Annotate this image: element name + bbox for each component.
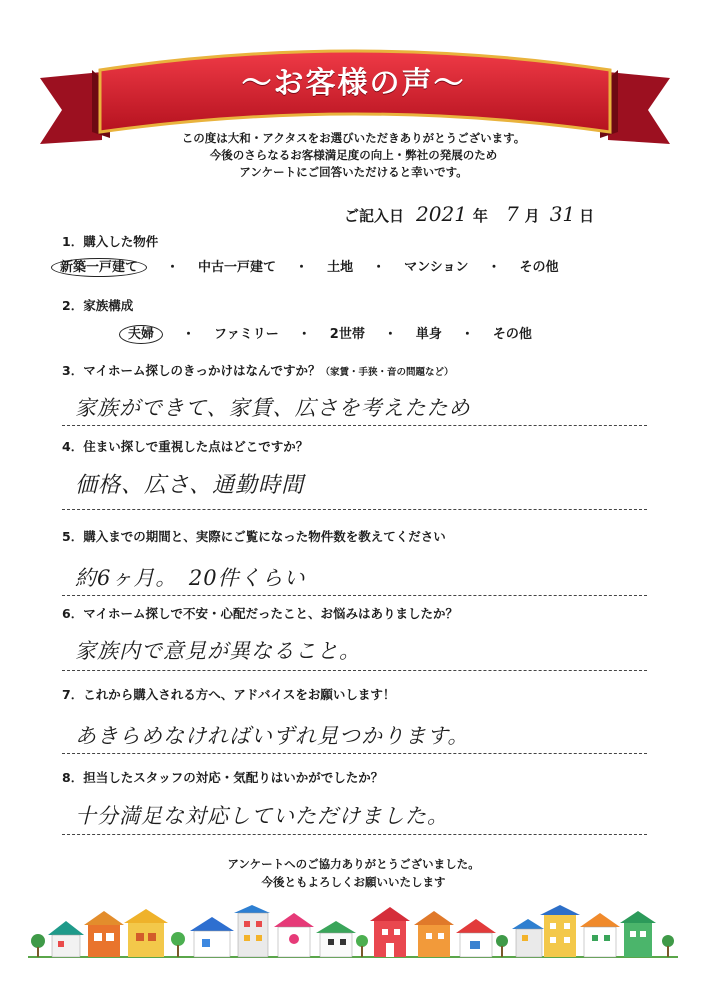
- tree-icon: [662, 935, 674, 957]
- answer-8: 十分満足な対応していただけました。: [75, 804, 449, 828]
- question-1: 1．購入した物件: [62, 234, 159, 249]
- answer-line: [62, 595, 647, 596]
- q2-option[interactable]: その他: [492, 327, 532, 342]
- answer-7: あきらめなければいずれ見つかります。: [75, 724, 470, 748]
- house-icon: [456, 919, 496, 957]
- page-title: ～お客様の声～: [241, 66, 466, 101]
- separator: ・: [166, 260, 180, 275]
- circled-mark: 夫婦: [119, 325, 163, 344]
- house-icon: [620, 911, 656, 957]
- house-icon: [580, 913, 620, 957]
- date-year: 2021: [416, 202, 467, 226]
- closing-message: [0, 855, 707, 891]
- separator: ・: [383, 327, 397, 342]
- date-month: 7: [505, 202, 519, 226]
- separator: ・: [182, 327, 196, 342]
- answer-line: [62, 670, 647, 671]
- separator: ・: [460, 327, 474, 342]
- house-icon: [414, 911, 454, 957]
- question-3-note: （家賃・手狭・音の問題など）: [320, 367, 454, 378]
- q1-options: [58, 256, 561, 275]
- circled-mark: 新築一戸建て: [51, 258, 147, 277]
- q2-option[interactable]: 単身: [415, 327, 442, 342]
- date-year-unit: 年: [472, 207, 488, 225]
- q2-option[interactable]: 2世帯: [329, 327, 365, 342]
- separator: ・: [295, 260, 309, 275]
- intro-text: [0, 130, 707, 181]
- date-label: ご記入日: [344, 207, 405, 225]
- house-icon: [234, 905, 270, 957]
- date-day-unit: 日: [579, 207, 595, 225]
- q2-option[interactable]: ファミリー: [214, 327, 279, 342]
- house-icon: [512, 919, 544, 957]
- house-icon: [370, 907, 410, 957]
- separator: ・: [372, 260, 386, 275]
- tree-icon: [171, 932, 185, 957]
- intro-line: 今後のさらなるお客様満足度の向上・弊社の発展のため: [209, 148, 498, 162]
- question-7: 7．これから購入される方へ、アドバイスをお願いします！: [62, 687, 396, 702]
- tree-icon: [31, 934, 45, 957]
- answer-5: 約6ヶ月。 20件くらい: [75, 566, 306, 590]
- answer-4: 価格、広さ、通勤時間: [75, 473, 305, 498]
- answer-line: [62, 509, 647, 510]
- tree-icon: [356, 935, 368, 957]
- tree-icon: [496, 935, 508, 957]
- answer-line: [62, 834, 647, 835]
- answer-line: [62, 425, 647, 426]
- q1-option[interactable]: 中古一戸建て: [198, 260, 277, 275]
- answer-3: 家族ができて、家賃、広さを考えたため: [75, 396, 471, 420]
- question-8: 8．担当したスタッフの対応・気配りはいかがでしたか？: [62, 770, 384, 785]
- intro-line: この度は大和・アクタスをお選びいただきありがとうございます。: [181, 131, 526, 145]
- answer-6: 家族内で意見が異なること。: [75, 639, 361, 663]
- house-icon: [190, 917, 234, 957]
- house-icon: [540, 905, 580, 957]
- question-3: [62, 361, 453, 379]
- house-icon: [274, 913, 314, 957]
- q1-option[interactable]: マンション: [404, 260, 469, 275]
- house-icon: [84, 911, 124, 957]
- separator: ・: [487, 260, 501, 275]
- q2-option-selected[interactable]: [126, 323, 165, 342]
- closing-line: 今後ともよろしくお願いいたします: [261, 875, 446, 889]
- q1-option[interactable]: 土地: [327, 260, 354, 275]
- closing-line: アンケートへのご協力ありがとうございました。: [227, 857, 480, 871]
- q1-option-selected[interactable]: [58, 256, 149, 275]
- separator: ・: [297, 327, 311, 342]
- date-month-unit: 月: [524, 207, 540, 225]
- date-day: 31: [549, 202, 576, 226]
- q2-options: [126, 323, 534, 342]
- entry-date: [344, 202, 594, 226]
- intro-line: アンケートにご回答いただけると幸いです。: [239, 165, 468, 179]
- answer-line: [62, 753, 647, 754]
- question-5: 5．購入までの期間と、実際にご覧になった物件数を教えてください: [62, 529, 446, 544]
- question-3-text: 3．マイホーム探しのきっかけはなんですか？: [62, 363, 321, 378]
- question-4: 4．住まい探しで重視した点はどこですか？: [62, 439, 309, 454]
- question-6: 6．マイホーム探しで不安・心配だったこと、お悩みはありましたか？: [62, 606, 458, 621]
- q1-option[interactable]: その他: [519, 260, 559, 275]
- house-icon: [48, 921, 84, 957]
- house-icon: [124, 909, 168, 957]
- house-icon: [316, 921, 356, 957]
- houses-illustration: [28, 905, 678, 965]
- question-2: 2．家族構成: [62, 298, 134, 313]
